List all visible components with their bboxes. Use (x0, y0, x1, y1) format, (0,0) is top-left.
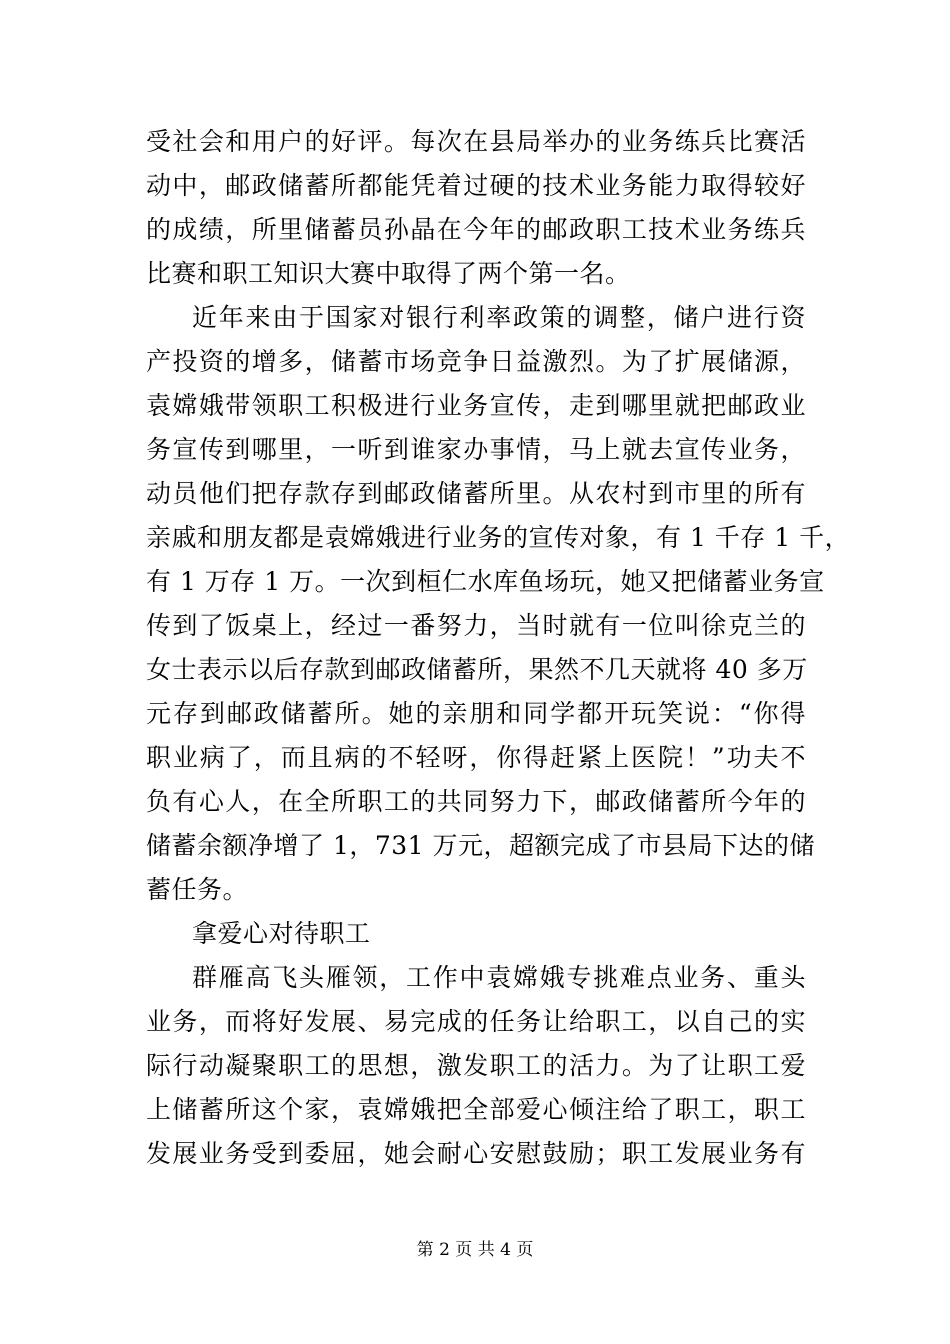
text-line: 的成绩，所里储蓄员孙晶在今年的邮政职工技术业务练兵 (146, 215, 806, 244)
text-line: 动中，邮政储蓄所都能凭着过硬的技术业务能力取得较好 (146, 171, 806, 200)
section-heading: 拿爱心对待职工 (192, 919, 371, 948)
text-line: 产投资的增多，储蓄市场竞争日益激烈。为了扩展储源， (146, 347, 806, 376)
text-line: 务宣传到哪里，一听到谁家办事情，马上就去宣传业务， (146, 435, 806, 464)
text-line: 传到了饭桌上，经过一番努力，当时就有一位叫徐克兰的 (146, 611, 806, 640)
text-line: 蓄任务。 (146, 875, 249, 904)
text-line: 亲戚和朋友都是袁嫦娥进行业务的宣传对象，有 1 千存 1 千， (146, 523, 851, 552)
paragraph-1 (146, 120, 806, 296)
text-line: 群雁高飞头雁领，工作中袁嫦娥专挑难点业务、重头 (192, 963, 806, 992)
text-line: 动员他们把存款存到邮政储蓄所里。从农村到市里的所有 (146, 479, 806, 508)
text-line: 负有心人，在全所职工的共同努力下，邮政储蓄所今年的 (146, 787, 806, 816)
text-line: 际行动凝聚职工的思想，激发职工的活力。为了让职工爱 (146, 1051, 806, 1080)
text-line: 上储蓄所这个家，袁嫦娥把全部爱心倾注给了职工，职工 (146, 1095, 806, 1124)
text-line: 职业病了，而且病的不轻呀，你得赶紧上医院！”功夫不 (146, 743, 806, 772)
text-line: 比赛和职工知识大赛中取得了两个第一名。 (146, 259, 631, 288)
paragraph-2 (146, 296, 851, 912)
document-body (146, 120, 851, 1176)
text-line: 元存到邮政储蓄所。她的亲朋和同学都开玩笑说：“你得 (146, 699, 806, 728)
page-footer: 第 2 页 共 4 页 (416, 1240, 534, 1260)
text-line: 业务，而将好发展、易完成的任务让给职工，以自己的实 (146, 1007, 806, 1036)
text-line: 有 1 万存 1 万。一次到桓仁水库鱼场玩，她又把储蓄业务宣 (146, 567, 825, 596)
text-line: 发展业务受到委屈，她会耐心安慰鼓励；职工发展业务有 (146, 1139, 806, 1168)
text-line: 袁嫦娥带领职工积极进行业务宣传，走到哪里就把邮政业 (146, 391, 806, 420)
text-line: 女士表示以后存款到邮政储蓄所，果然不几天就将 40 多万 (146, 655, 808, 684)
paragraph-3 (146, 956, 806, 1176)
text-line: 受社会和用户的好评。每次在县局举办的业务练兵比赛活 (146, 127, 806, 156)
text-line: 近年来由于国家对银行利率政策的调整，储户进行资 (192, 303, 806, 332)
text-line: 储蓄余额净增了 1，731 万元，超额完成了市县局下达的储 (146, 831, 816, 860)
